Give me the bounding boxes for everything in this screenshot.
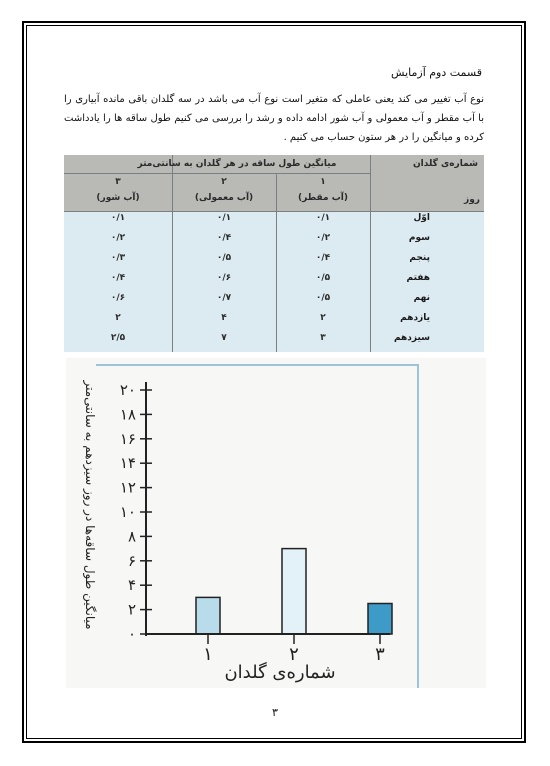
intro-paragraph: نوع آب تغییر می کند یعنی عاملی که متغیر است نوع آب می باشد در سه گلدان باقی مانده آبیاری را با آب مقطر و آب معمولی و آب شور ادامه داده و رشد را بررسی می کنیم طول ساقه ها را یادداشت کرده و میانگین را در هر ستون حساب می کنیم .: [64, 94, 484, 143]
value-cell: ۰/۷: [216, 293, 232, 303]
day-cell: سوم: [408, 233, 430, 243]
bar-pot-3: [368, 604, 392, 635]
column-label: (آب مقطر): [298, 193, 348, 203]
value-cell: ۷: [221, 333, 227, 343]
day-cell: سیزدهم: [393, 333, 430, 343]
value-cell: ۲/۵: [110, 333, 126, 343]
value-cell: ۰/۴: [110, 273, 126, 283]
value-cell: ۰/۱: [216, 213, 232, 223]
value-cell: ۰/۵: [315, 273, 331, 283]
value-cell: ۰/۴: [216, 233, 232, 243]
y-tick-label: ۴: [127, 576, 136, 595]
bar-pot-2: [282, 549, 306, 634]
average-length-header: میانگین طول ساقه در هر گلدان به سانتی‌متر: [137, 159, 337, 169]
y-axis-label: میانگین طول ساقه‌ها در روز سیزدهم به سانتی‌متر: [83, 380, 97, 630]
x-tick-label: ۱: [203, 644, 213, 665]
value-cell: ۰/۴: [315, 253, 331, 263]
y-tick-label: ۱۶: [119, 429, 136, 448]
x-axis-label: شماره‌ی گلدان: [224, 662, 336, 683]
y-tick-label: ۲۰: [119, 381, 136, 399]
x-tick-label: ۳: [375, 644, 385, 665]
value-cell: ۰/۵: [216, 253, 232, 263]
y-tick-label: ۱۰: [119, 503, 136, 521]
day-cell: اوّل: [413, 213, 430, 223]
day-cell: پنجم: [409, 253, 430, 263]
value-cell: ۲: [320, 313, 326, 323]
value-cell: ۰/۱: [315, 213, 331, 223]
column-label: (آب معمولی): [194, 193, 254, 203]
day-cell: یازدهم: [400, 313, 430, 323]
value-cell: ۰/۱: [110, 213, 126, 223]
value-cell: ۲: [115, 313, 121, 323]
y-tick-label: ۶: [127, 551, 136, 570]
value-cell: ۴: [221, 313, 227, 323]
value-cell: ۳: [320, 333, 326, 343]
page-number: ۳: [272, 706, 278, 719]
day-header: روز: [464, 195, 480, 205]
value-cell: ۰/۶: [216, 273, 232, 283]
value-cell: ۰/۲: [110, 233, 126, 243]
value-cell: ۰/۵: [315, 293, 331, 303]
column-number: ۳: [115, 177, 121, 187]
pot-number-header: شماره‌ی گلدان: [412, 159, 478, 169]
y-axis: [120, 381, 152, 643]
value-cell: ۰/۲: [315, 233, 331, 243]
y-tick-label: ۱۸: [119, 405, 136, 424]
x-tick-label: ۲: [289, 644, 299, 665]
column-label: (آب شور): [96, 193, 140, 203]
y-tick-label: ۲: [127, 600, 136, 619]
value-cell: ۰/۳: [110, 253, 126, 263]
column-number: ۱: [320, 177, 326, 187]
column-number: ۲: [221, 177, 227, 187]
y-tick-label: ۰: [127, 625, 136, 643]
value-cell: ۰/۶: [110, 293, 126, 303]
y-tick-label: ۸: [127, 527, 136, 546]
section-title: قسمت دوم آزمایش: [391, 66, 482, 79]
bars-group: [196, 549, 392, 665]
bar-pot-1: [196, 597, 220, 634]
day-cell: نهم: [413, 293, 430, 303]
y-tick-label: ۱۲: [119, 478, 136, 497]
day-cell: هفتم: [406, 273, 430, 283]
y-tick-label: ۱۴: [119, 454, 136, 473]
